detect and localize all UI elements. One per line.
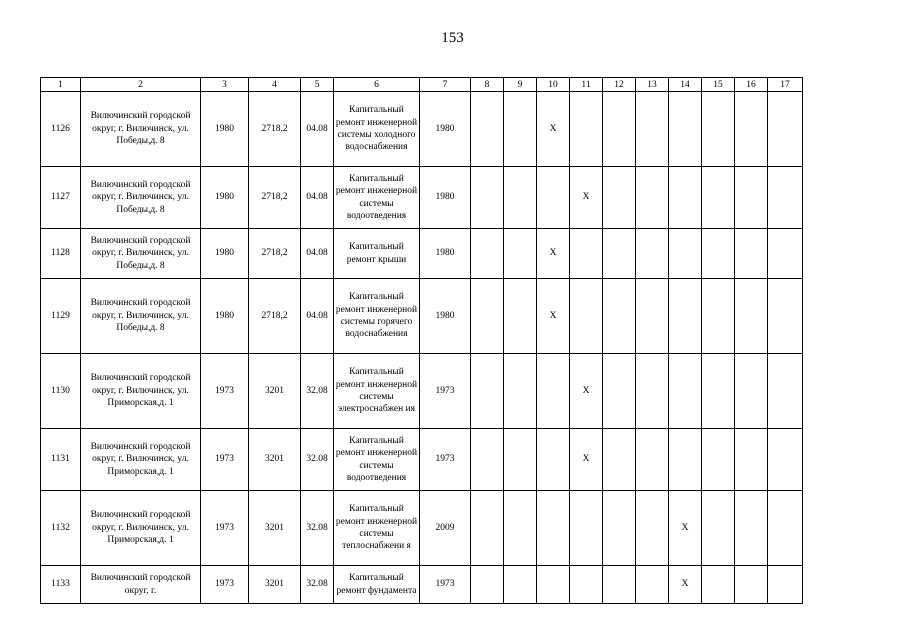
table-cell: 2718,2 bbox=[249, 279, 301, 354]
table-cell bbox=[735, 566, 768, 604]
table-cell bbox=[669, 354, 702, 429]
column-header: 2 bbox=[81, 78, 201, 92]
table-cell bbox=[504, 566, 537, 604]
column-header: 1 bbox=[41, 78, 81, 92]
column-header: 14 bbox=[669, 78, 702, 92]
column-header: 7 bbox=[420, 78, 471, 92]
table-cell bbox=[636, 566, 669, 604]
table-cell: Капитальный ремонт инженерной системы водоотведения bbox=[334, 167, 420, 229]
table-cell: 2718,2 bbox=[249, 92, 301, 167]
table-cell: Вилючинский городской округ, г. Вилючинск, ул. Победы,д. 8 bbox=[81, 229, 201, 279]
table-cell bbox=[504, 92, 537, 167]
table-body bbox=[41, 92, 803, 604]
table-cell: 1127 bbox=[41, 167, 81, 229]
table-cell: Вилючинский городской округ, г. Вилючинск, ул. Победы,д. 8 bbox=[81, 92, 201, 167]
table-cell: 1973 bbox=[420, 429, 471, 491]
table-cell: 32.08 bbox=[301, 429, 334, 491]
table-cell bbox=[471, 566, 504, 604]
table-row bbox=[41, 279, 803, 354]
table-cell: Капитальный ремонт инженерной системы теплоснабжени я bbox=[334, 491, 420, 566]
table-cell bbox=[537, 429, 570, 491]
table-cell: Капитальный ремонт инженерной системы холодного водоснабжения bbox=[334, 92, 420, 167]
table-cell bbox=[768, 429, 803, 491]
table-cell bbox=[570, 566, 603, 604]
table-cell bbox=[669, 279, 702, 354]
table-cell bbox=[570, 92, 603, 167]
table-cell bbox=[636, 92, 669, 167]
page-number: 153 bbox=[441, 30, 464, 46]
table-cell: Х bbox=[669, 491, 702, 566]
table-row bbox=[41, 429, 803, 491]
table-cell bbox=[768, 229, 803, 279]
table-cell bbox=[504, 167, 537, 229]
table-cell bbox=[735, 429, 768, 491]
table-cell bbox=[669, 429, 702, 491]
table-cell bbox=[702, 229, 735, 279]
column-header: 9 bbox=[504, 78, 537, 92]
table-cell: 1132 bbox=[41, 491, 81, 566]
table-cell bbox=[471, 167, 504, 229]
table-cell bbox=[702, 92, 735, 167]
table-cell bbox=[471, 279, 504, 354]
table-cell bbox=[669, 92, 702, 167]
table-cell: Капитальный ремонт инженерной системы горячего водоснабжения bbox=[334, 279, 420, 354]
column-header: 15 bbox=[702, 78, 735, 92]
table-cell: Х bbox=[537, 92, 570, 167]
table-cell bbox=[471, 491, 504, 566]
table-cell bbox=[636, 279, 669, 354]
column-header: 12 bbox=[603, 78, 636, 92]
table-cell bbox=[504, 354, 537, 429]
table-cell: 04.08 bbox=[301, 92, 334, 167]
table-cell: 1126 bbox=[41, 92, 81, 167]
table-cell: Х bbox=[537, 279, 570, 354]
table-cell bbox=[702, 429, 735, 491]
table-cell bbox=[603, 229, 636, 279]
column-header: 5 bbox=[301, 78, 334, 92]
table-cell bbox=[735, 354, 768, 429]
table-cell: Капитальный ремонт фундамента bbox=[334, 566, 420, 604]
table-row bbox=[41, 491, 803, 566]
table-cell: Х bbox=[570, 167, 603, 229]
table-cell bbox=[504, 229, 537, 279]
table-cell: Вилючинский городской округ, г. Вилючинск, ул. Победы,д. 8 bbox=[81, 279, 201, 354]
table-cell: 3201 bbox=[249, 354, 301, 429]
table-cell: Х bbox=[570, 354, 603, 429]
table-cell: 04.08 bbox=[301, 229, 334, 279]
table-cell bbox=[702, 354, 735, 429]
table-cell bbox=[768, 167, 803, 229]
table-cell bbox=[636, 354, 669, 429]
table-cell: 2718,2 bbox=[249, 229, 301, 279]
table-cell: 3201 bbox=[249, 566, 301, 604]
table-cell: 1128 bbox=[41, 229, 81, 279]
table-cell bbox=[537, 354, 570, 429]
table-cell bbox=[471, 92, 504, 167]
table-cell bbox=[570, 229, 603, 279]
table-cell bbox=[603, 566, 636, 604]
table-cell: 1980 bbox=[420, 92, 471, 167]
table-cell bbox=[669, 229, 702, 279]
table-cell bbox=[504, 429, 537, 491]
table-cell: 1129 bbox=[41, 279, 81, 354]
table-cell: 2009 bbox=[420, 491, 471, 566]
table-cell bbox=[603, 167, 636, 229]
table-cell: Х bbox=[669, 566, 702, 604]
table-cell: Вилючинский городской округ, г. Вилючинск, ул. Победы,д. 8 bbox=[81, 167, 201, 229]
column-header: 8 bbox=[471, 78, 504, 92]
table-cell: Вилючинский городской округ, г. Вилючинск, ул. Приморская,д. 1 bbox=[81, 429, 201, 491]
table-cell bbox=[735, 167, 768, 229]
table-cell bbox=[768, 92, 803, 167]
table-cell bbox=[504, 491, 537, 566]
repair-schedule-table bbox=[40, 77, 803, 604]
table-cell bbox=[702, 279, 735, 354]
table-cell: 1980 bbox=[420, 229, 471, 279]
table-row bbox=[41, 354, 803, 429]
table-cell bbox=[735, 491, 768, 566]
table-cell: 1980 bbox=[201, 229, 249, 279]
table-cell: Х bbox=[537, 229, 570, 279]
table-cell bbox=[570, 279, 603, 354]
table-cell bbox=[471, 429, 504, 491]
table-cell bbox=[603, 279, 636, 354]
column-header: 10 bbox=[537, 78, 570, 92]
table-cell: 32.08 bbox=[301, 491, 334, 566]
column-header: 6 bbox=[334, 78, 420, 92]
table-cell: 1980 bbox=[201, 92, 249, 167]
table-cell bbox=[636, 229, 669, 279]
table-cell bbox=[537, 566, 570, 604]
table-cell: 32.08 bbox=[301, 354, 334, 429]
table-cell bbox=[537, 491, 570, 566]
table-cell: 1973 bbox=[201, 566, 249, 604]
table-cell: 1131 bbox=[41, 429, 81, 491]
table-cell: 1973 bbox=[201, 354, 249, 429]
table-cell: 1133 bbox=[41, 566, 81, 604]
table-row bbox=[41, 167, 803, 229]
table-row bbox=[41, 92, 803, 167]
column-header: 3 bbox=[201, 78, 249, 92]
table-cell: 04.08 bbox=[301, 279, 334, 354]
table-cell: 1130 bbox=[41, 354, 81, 429]
table-row bbox=[41, 229, 803, 279]
column-header: 17 bbox=[768, 78, 803, 92]
table-cell bbox=[702, 566, 735, 604]
table-cell bbox=[636, 429, 669, 491]
table-cell: Капитальный ремонт инженерной системы электроснабжен ия bbox=[334, 354, 420, 429]
table-cell bbox=[669, 167, 702, 229]
table-cell: 1980 bbox=[201, 279, 249, 354]
table-cell bbox=[471, 229, 504, 279]
table-cell bbox=[537, 167, 570, 229]
table-cell bbox=[636, 167, 669, 229]
table-cell: Вилючинский городской округ, г. Вилючинск, ул. Приморская,д. 1 bbox=[81, 354, 201, 429]
table-cell: 3201 bbox=[249, 491, 301, 566]
column-header: 4 bbox=[249, 78, 301, 92]
table-cell bbox=[504, 279, 537, 354]
table-cell bbox=[603, 429, 636, 491]
table-cell bbox=[471, 354, 504, 429]
column-header: 16 bbox=[735, 78, 768, 92]
table-header-row bbox=[41, 78, 803, 92]
table-cell: 1973 bbox=[420, 566, 471, 604]
table-cell bbox=[702, 491, 735, 566]
table-cell bbox=[768, 354, 803, 429]
table-cell bbox=[768, 279, 803, 354]
table-cell: Капитальный ремонт инженерной системы водоотведения bbox=[334, 429, 420, 491]
column-header: 13 bbox=[636, 78, 669, 92]
table-cell: 3201 bbox=[249, 429, 301, 491]
table-cell bbox=[603, 491, 636, 566]
table-cell: Вилючинский городской округ, г. bbox=[81, 566, 201, 604]
table-cell: 1980 bbox=[201, 167, 249, 229]
table-cell bbox=[768, 566, 803, 604]
table-cell: 1973 bbox=[201, 429, 249, 491]
table-cell: 1980 bbox=[420, 167, 471, 229]
table-row bbox=[41, 566, 803, 604]
table-cell: 04.08 bbox=[301, 167, 334, 229]
table-cell: Вилючинский городской округ, г. Вилючинск, ул. Приморская,д. 1 bbox=[81, 491, 201, 566]
table-cell: Х bbox=[570, 429, 603, 491]
table-cell bbox=[768, 491, 803, 566]
table-cell: 2718,2 bbox=[249, 167, 301, 229]
table-cell: 1980 bbox=[420, 279, 471, 354]
table-cell bbox=[735, 229, 768, 279]
table-cell: 32.08 bbox=[301, 566, 334, 604]
table-cell bbox=[735, 279, 768, 354]
table-cell bbox=[570, 491, 603, 566]
table-cell bbox=[603, 354, 636, 429]
table-cell bbox=[735, 92, 768, 167]
table-cell: 1973 bbox=[420, 354, 471, 429]
table-cell bbox=[636, 491, 669, 566]
table-cell: Капитальный ремонт крыши bbox=[334, 229, 420, 279]
table-cell bbox=[702, 167, 735, 229]
table-cell: 1973 bbox=[201, 491, 249, 566]
table-cell bbox=[603, 92, 636, 167]
column-header: 11 bbox=[570, 78, 603, 92]
